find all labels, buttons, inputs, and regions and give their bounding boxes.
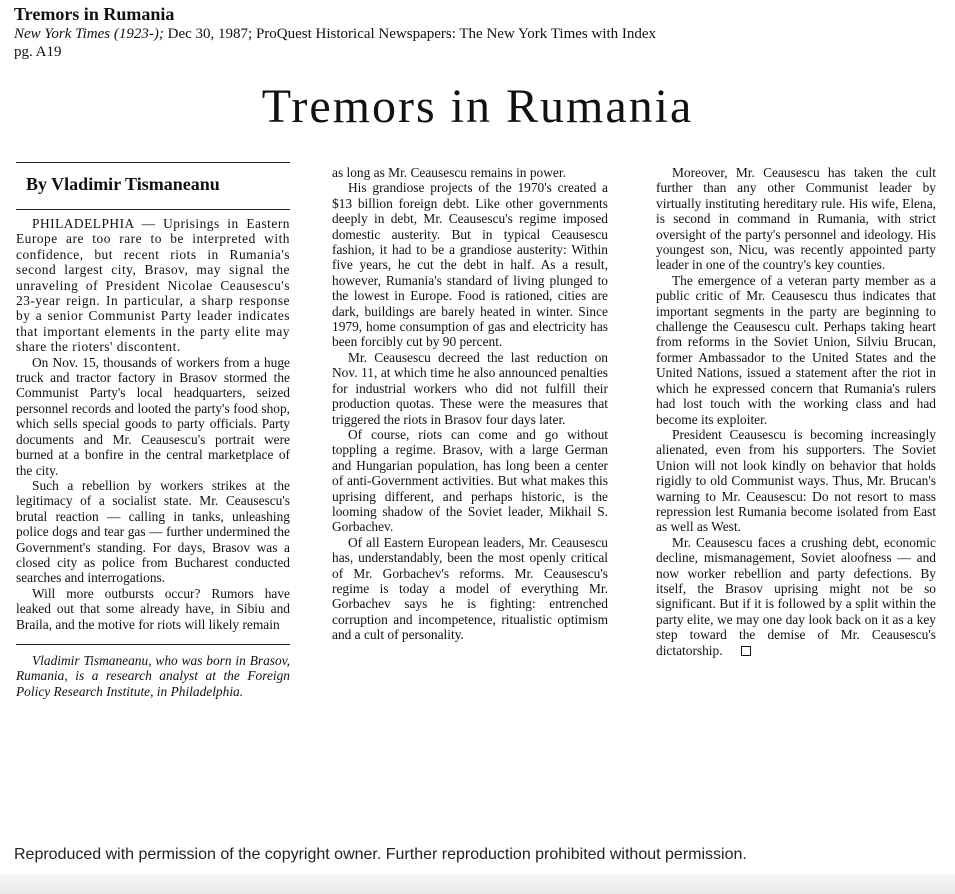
paragraph: The emergence of a veteran party member as a public critic of Mr. Ceausescu thus indicates that important segments in the party are beginning to challenge the Ceausescu cult. Perhaps taking heart from reforms in the Soviet Union, Silviu Brucan, former Ambassador to the United States and the United Nations, issued a statement after the riot in which he expressed concern that Rumania's rulers had lost touch with the working class and had become its exploiter. xyxy=(656,272,936,427)
footer-shade xyxy=(0,874,955,894)
paragraph: Will more outbursts occur? Rumors have leaked out that some already have, in Sibiu and Braila, and the motive for riots will likely remain xyxy=(16,585,290,632)
bio-rule xyxy=(16,644,290,645)
page-reference: pg. A19 xyxy=(14,44,62,60)
column-1 xyxy=(16,162,290,699)
paragraph: Mr. Ceausescu decreed the last reduction on Nov. 11, at which time he also announced penalties for industrial workers who did not fulfill their production quotas. These were the measures that triggered the riots in Brasov four days later. xyxy=(332,349,608,427)
paragraph: Such a rebellion by workers strikes at the legitimacy of a socialist state. Mr. Ceausescu's brutal reaction — calling in tanks, unleashing police dogs and tear gas — further undermined the Government's standing. For days, Brasov was a closed city as police from Bucharest conducted searches and interrogations. xyxy=(16,477,290,586)
article-title: Tremors in Rumania xyxy=(14,4,175,24)
paragraph: as long as Mr. Ceausescu remains in power. xyxy=(332,165,566,180)
headline: Tremors in Rumania xyxy=(261,80,694,133)
source-details: Dec 30, 1987; ProQuest Historical Newspapers: The New York Times with Index xyxy=(163,26,657,42)
paragraph: Of course, riots can come and go without toppling a regime. Brasov, with a large German and Hungarian population, has long been a center of anti-Government activities. But what makes this uprising different, and perhaps historic, is the looming shadow of the Soviet leader, Mikhail S. Gorbachev. xyxy=(332,426,608,535)
paragraph-last xyxy=(656,535,936,658)
last-paragraph-text: Mr. Ceausescu faces a crushing debt, economic decline, mismanagement, Soviet aloofness — and now worker rebellion and party defections. By itself, the Brasov uprising might not be so significant. But if it is followed by a split within the party elite, we may one day look back on it as a key step toward the demise of Mr. Ceausescu's dictatorship. xyxy=(656,534,936,658)
end-mark-icon xyxy=(741,646,751,656)
paragraph: His grandiose projects of the 1970's created a $13 billion foreign debt. Like other governments deeply in debt, Mr. Ceausescu's regime imposed domestic austerity. But in typical Ceausescu fashion, it had to be a grandiose austerity: Within five years, he cut the debt in half. As a result, however, Rumania's standard of living plunged to the lowest in Europe. Food is rationed, cities are dark, buildings are barely heated in winter. Since 1979, home consumption of gas and electricity has been forcibly cut by 90 percent. xyxy=(332,180,608,350)
column-3 xyxy=(656,165,936,658)
paragraph: Of all Eastern European leaders, Mr. Ceausescu has, understandably, been the most openly critical of Mr. Gorbachev's reforms. Mr. Ceausescu's regime is today a model of everything Mr. Gorbachev says he is fighting: entrenched corruption and incompetence, ritualistic optimism and a cult of personality. xyxy=(332,534,608,643)
byline-rule xyxy=(16,209,290,210)
paragraph: PHILADELPHIA — Uprisings in Eastern Europe are too rare to be interpreted with confidence, but recent riots in Rumania's second largest city, Brasov, may signal the unraveling of President Nicolae Ceausescu's 23-year reign. In particular, a sharp response by a senior Communist Party leader indicates that important elements in the party elite may share the rioters' discontent. xyxy=(16,216,290,355)
column-2 xyxy=(332,165,608,643)
copyright-footer: Reproduced with permission of the copyright owner. Further reproduction prohibited without permission. xyxy=(14,846,747,863)
byline: By Vladimir Tismaneanu xyxy=(26,174,220,194)
paragraph: On Nov. 15, thousands of workers from a huge truck and tractor factory in Brasov stormed the Communist Party's local headquarters, seized personnel records and looted the party's food shop, which sells special goods to party officials. Party documents and Mr. Ceausescu's portrait were burned at a bonfire in the central marketplace of the city. xyxy=(16,354,290,478)
article-source xyxy=(14,25,934,43)
column-rule xyxy=(16,162,290,163)
publication-name: New York Times (1923-); xyxy=(14,26,164,42)
author-bio: Vladimir Tismaneanu, who was born in Brasov, Rumania, is a research analyst at the Foreign Policy Research Institute, in Philadelphia. xyxy=(16,652,290,699)
paragraph: President Ceausescu is becoming increasingly alienated, even from his supporters. The Soviet Union will not look kindly on behavior that holds rigidly to old Communist ways. Thus, Mr. Brucan's warning to Mr. Ceausescu: Do not resort to mass repression lest Rumania become isolated from East as well as West. xyxy=(656,426,936,535)
citation-header xyxy=(14,4,934,61)
paragraph: Moreover, Mr. Ceausescu has taken the cult further than any other Communist leader by virtually instituting hereditary rule. His wife, Elena, is second in command in Rumania, with strict oversight of the party's personnel and ideology. His youngest son, Nicu, was recently appointed party leader in one of the country's key counties. xyxy=(656,165,936,273)
